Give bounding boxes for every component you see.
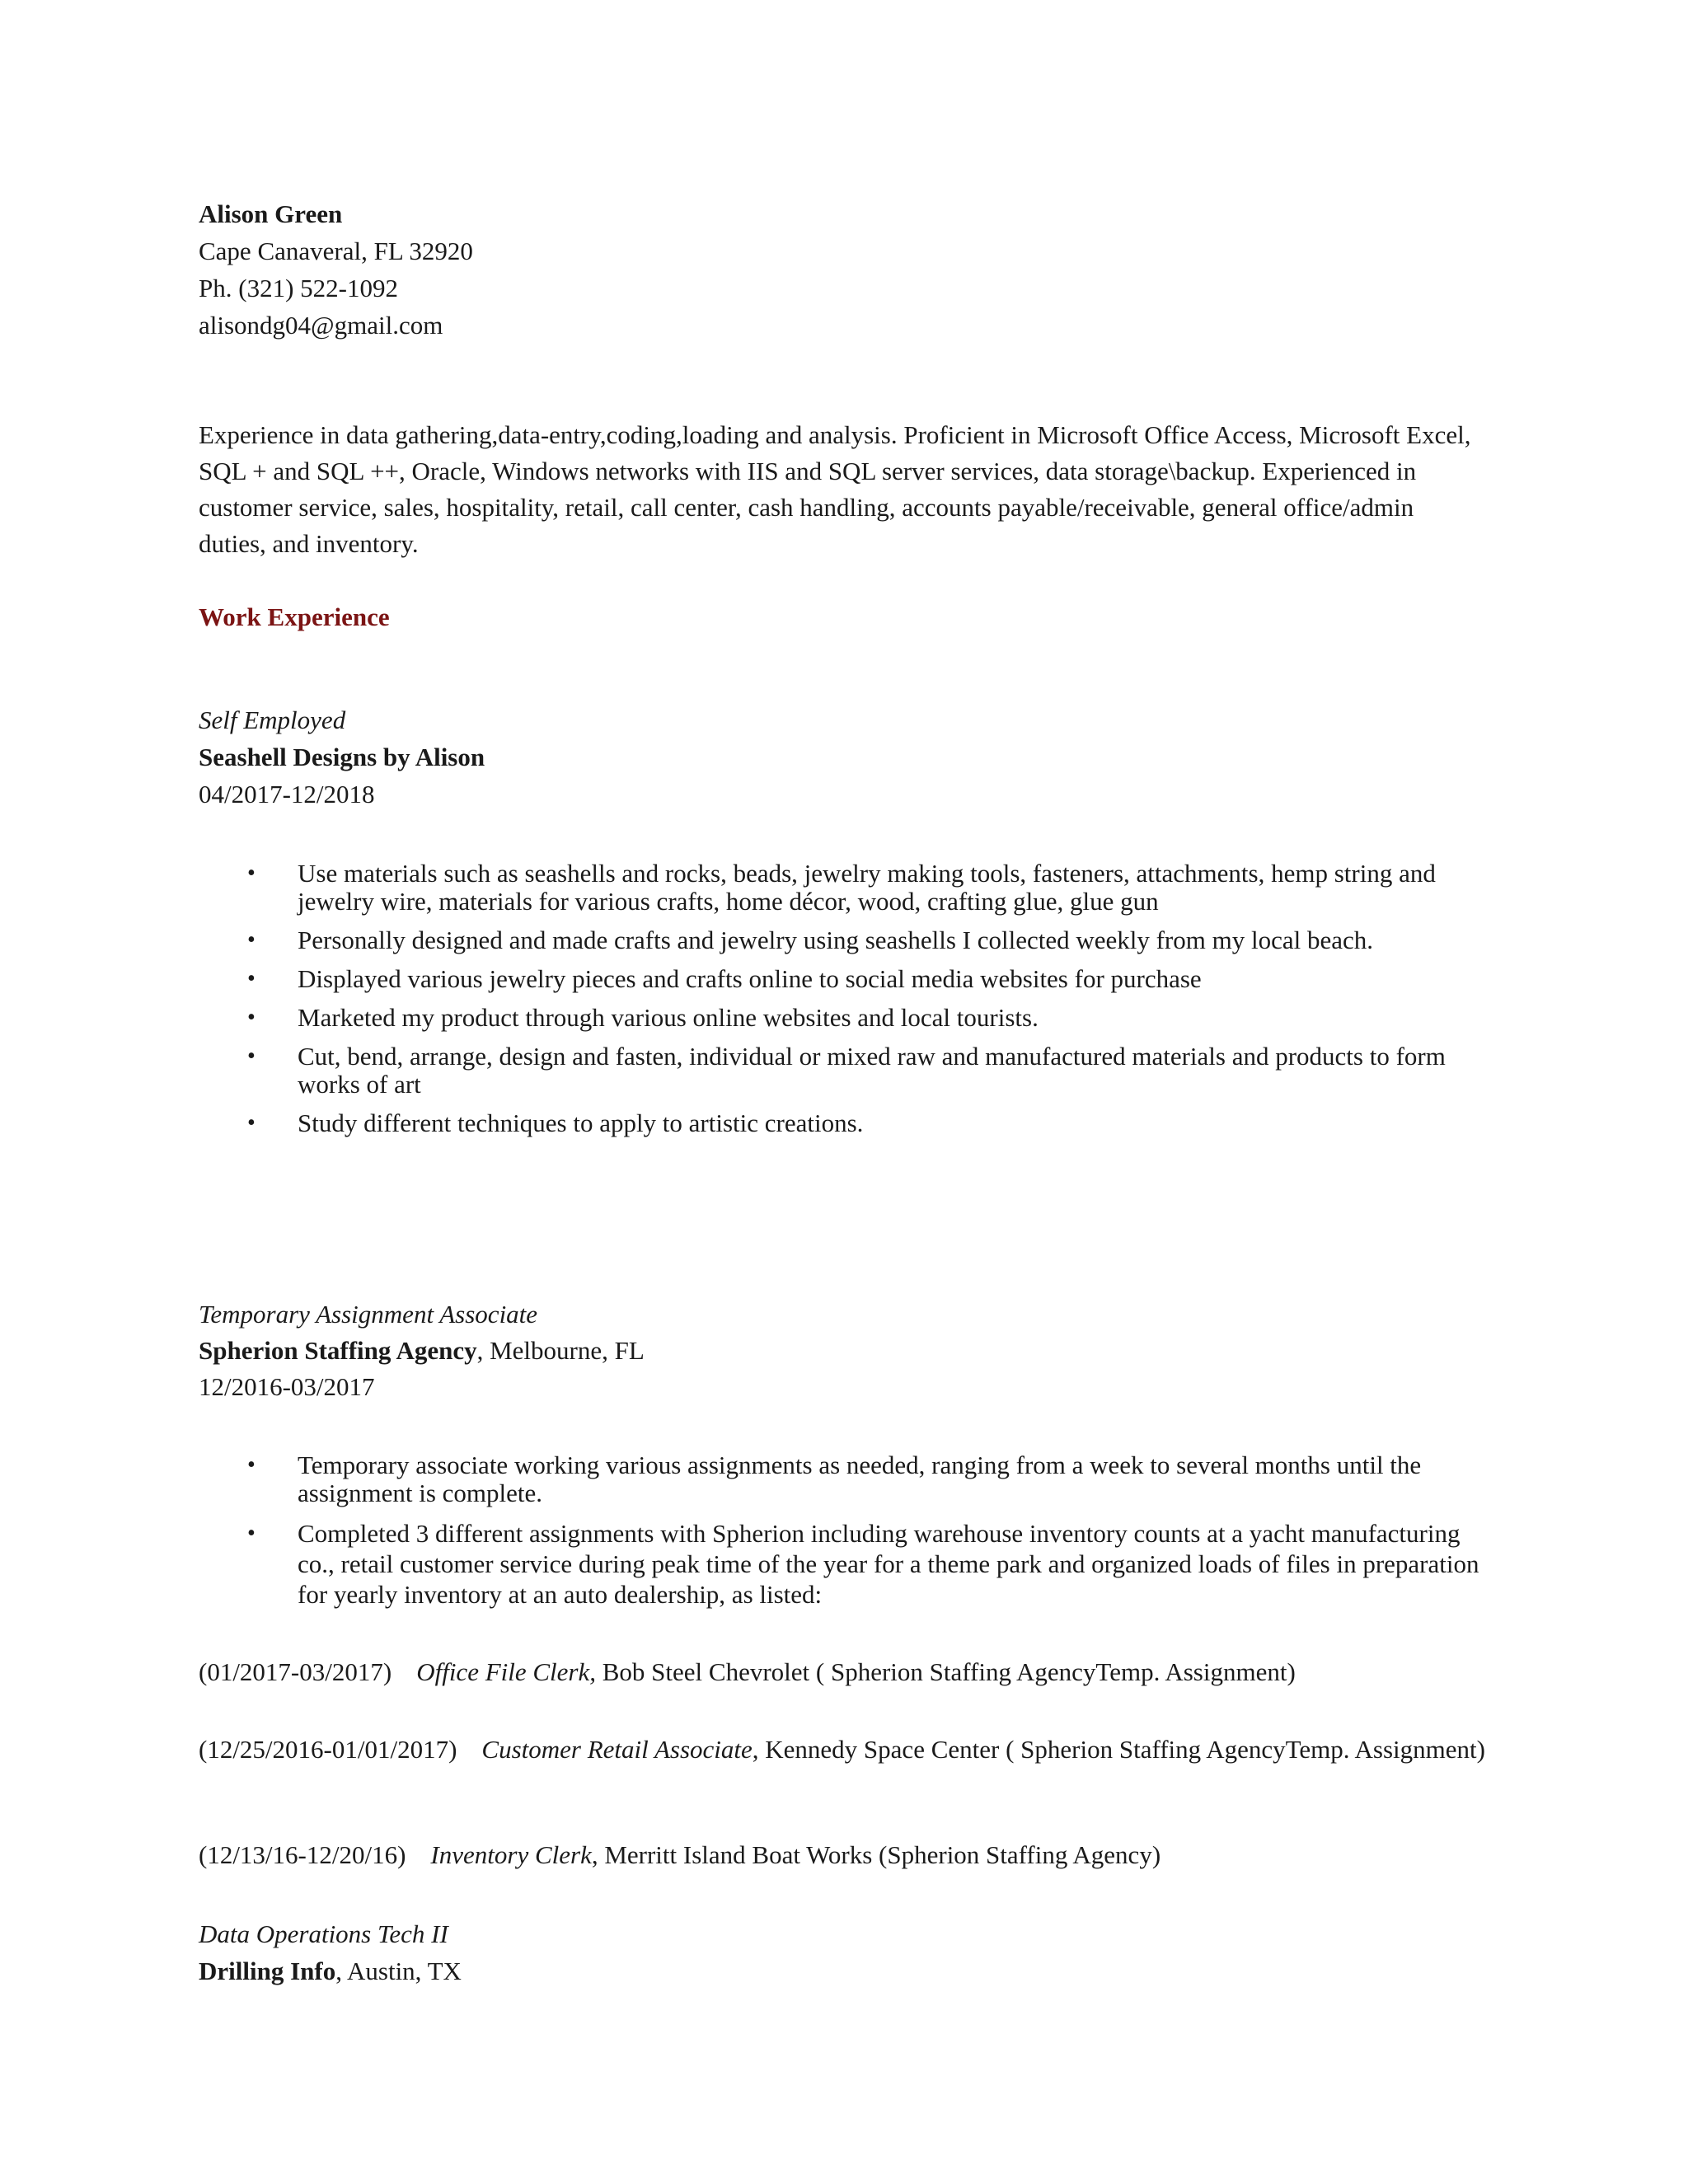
bullet-icon: • [247, 860, 256, 886]
assignment-role: Office File Clerk, [416, 1657, 596, 1686]
job-bullet-list [0, 860, 1501, 1137]
job-dates: 04/2017-12/2018 [199, 780, 375, 808]
assignment-role: Inventory Clerk [430, 1840, 592, 1869]
bullet-icon: • [247, 1110, 256, 1136]
list-item [0, 1043, 1501, 1099]
job-company-line [199, 1338, 645, 1363]
list-item [0, 1109, 1501, 1137]
list-item [0, 1451, 1501, 1507]
job-dates: 12/2016-03/2017 [199, 1372, 375, 1401]
bullet-text: Temporary associate working various assignments as needed, ranging from a week to several months until the assignment is complete. [298, 1451, 1422, 1507]
assignment-entry [199, 1657, 1501, 1687]
assignment-dates: (12/13/16-12/20/16) [199, 1840, 406, 1869]
bullet-text: Use materials such as seashells and rocks, beads, jewelry making tools, fasteners, attachments, hemp string and jewelry wire, materials for various crafts, home décor, wood, crafting glue, glue gun [298, 859, 1436, 916]
work-experience-heading: Work Experience [199, 602, 390, 631]
assignment-role: Customer Retail Associate [481, 1735, 753, 1764]
assignment-detail: Bob Steel Chevrolet ( Spherion Staffing AgencyTemp. Assignment) [596, 1657, 1296, 1686]
job-title: Data Operations Tech II [199, 1919, 448, 1948]
job-location: , Austin, TX [335, 1957, 462, 1985]
list-item [0, 860, 1501, 916]
assignment-dates: (01/2017-03/2017) [199, 1657, 392, 1686]
bullet-icon: • [247, 927, 256, 953]
job-company: Drilling Info [199, 1957, 336, 1985]
bullet-text: Completed 3 different assignments with Spherion including warehouse inventory counts at a yacht manufacturing co., retail customer service during peak time of the year for a theme park and organized loads of files in preparation for yearly inventory at an auto dealership, as listed: [298, 1519, 1479, 1609]
list-item [0, 965, 1501, 993]
bullet-icon: • [247, 966, 256, 991]
job-company: Spherion Staffing Agency [199, 1336, 477, 1365]
list-item [0, 1004, 1501, 1032]
bullet-icon: • [247, 1043, 256, 1069]
assignment-dates: (12/25/2016-01/01/2017) [199, 1735, 457, 1764]
bullet-text: Study different techniques to apply to artistic creations. [298, 1108, 864, 1137]
bullet-text: Personally designed and made crafts and jewelry using seashells I collected weekly from my local beach. [298, 926, 1373, 954]
applicant-address: Cape Canaveral, FL 32920 [199, 237, 473, 265]
job-company-line [199, 1958, 462, 1984]
list-item [0, 1518, 1501, 1610]
assignment-detail: , Kennedy Space Center ( Spherion Staffing AgencyTemp. Assignment) [752, 1735, 1485, 1764]
job-bullet-list [0, 1451, 1501, 1610]
job-location: , Melbourne, FL [476, 1336, 645, 1365]
job-company: Seashell Designs by Alison [199, 743, 485, 771]
bullet-icon: • [247, 1452, 256, 1478]
bullet-icon: • [247, 1005, 256, 1030]
applicant-phone: Ph. (321) 522-1092 [199, 274, 398, 302]
bullet-text: Cut, bend, arrange, design and fasten, individual or mixed raw and manufactured materials and products to form works of art [298, 1042, 1446, 1099]
job-title: Temporary Assignment Associate [199, 1300, 538, 1329]
bullet-icon: • [247, 1521, 256, 1546]
assignment-detail: , Merritt Island Boat Works (Spherion Staffing Agency) [591, 1840, 1161, 1869]
assignment-entry [199, 1840, 1501, 1870]
assignment-entry [199, 1735, 1501, 1765]
applicant-name: Alison Green [199, 199, 343, 228]
list-item [0, 926, 1501, 954]
summary-paragraph: Experience in data gathering,data-entry,coding,loading and analysis. Proficient in Microsoft Office Access, Microsoft Excel, SQL + and SQL ++, Oracle, Windows networks with IIS and SQL server services, data storage\backup. Experienced in customer service, sales, hospitality, retail, call center, cash handling, accounts payable/receivable, general office/admin duties, and inventory. [199, 420, 1471, 558]
job-title: Self Employed [199, 705, 346, 734]
bullet-text: Displayed various jewelry pieces and crafts online to social media websites for purchase [298, 964, 1202, 993]
bullet-text: Marketed my product through various online websites and local tourists. [298, 1003, 1039, 1032]
applicant-email: alisondg04@gmail.com [199, 311, 443, 340]
